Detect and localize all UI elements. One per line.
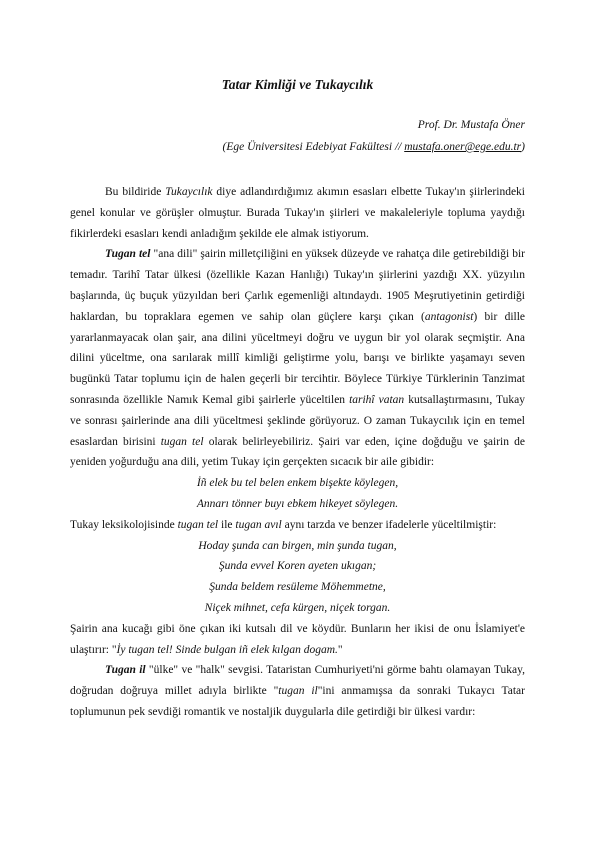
paragraph-intro xyxy=(70,182,525,244)
p5-text-a: "ülke" ve "halk" sevgisi. Tataristan Cumhuriyeti'ni görme bahtı olamayan Tukay, doğrudan doğruya millet adıyla birlikte " xyxy=(70,664,526,698)
p2-term-tarihi-vatan: tarihî vatan xyxy=(349,393,405,406)
verse-line: Niçek mihnet, cefa kürgen, niçek torgan. xyxy=(204,601,391,614)
p2-lead-term: Tugan tel xyxy=(105,248,151,261)
p2-term-antagonist: antagonist xyxy=(424,310,474,323)
verse-line: Şunda beldem resüleme Möhemmetne, xyxy=(209,581,386,594)
p3-term-tugan-avil: tugan avıl xyxy=(235,518,282,531)
paragraph-tugan-il xyxy=(70,660,525,722)
p2-text-e: kutsallaştırmasını, Tukay ve sonrası şairlerinde ana dili yüceltmesi şeklinde görüyoruz. O zaman Tukaycılık için en temel esaslardan birisini xyxy=(70,393,525,448)
p3-text-e: aynı tarzda ve benzer ifadelerle yüceltilmiştir: xyxy=(281,518,497,531)
body-text xyxy=(70,182,525,723)
author-affiliation xyxy=(223,141,526,153)
p5-text-c: "ini anmamışsa da sonraki Tukaycı Tatar toplumunun pek sevdiği romantik ve nostaljik duygularla dile getirdiği bir ülkesi vardır: xyxy=(70,685,525,718)
paragraph-tugan-tel xyxy=(70,244,525,473)
p1-text-a: Bu bildiride xyxy=(105,186,166,198)
p5-term-tugan-il: tugan il xyxy=(278,685,318,698)
verse-line: İñ elek bu tel belen enkem bişekte köylegen, xyxy=(196,477,399,490)
p4-text-a: Şairin ana kucağı gibi öne çıkan iki kutsalı dil ve köydür. Bunların her ikisi de onu İslamiyet'e ulaştırır: " xyxy=(70,622,525,656)
verse-line: Annarı tönner buyı ebkem hikeyet söylegen. xyxy=(196,497,399,510)
verse-line: Şunda evvel Koren ayeten ukıgan; xyxy=(218,560,377,573)
p1-term: Tukaycılık xyxy=(165,186,213,198)
p3-text-a: Tukay leksikolojisinde xyxy=(70,518,178,531)
p2-text-c: ) bir dille yararlanmayacak olan şair, ana dilini yüceltmeyi doğru ve uygun bir yol olarak seçmiştir. Ana dilini yüceltme, ona sarılarak millî kimliği geliştirme yolu, barışı ve birlikte yaşamayı seven bugünkü Tatar toplumu için de halen geçerli bir tercihtir. Böylece Türkiye Türklerinin Tanzimat sonrasında özellikle Namık Kemal gibi şairlerle yüceltilen xyxy=(70,310,526,406)
paragraph-leksikoloji xyxy=(70,515,525,536)
verse-line: Hoday şunda can birgen, min şunda tugan, xyxy=(198,539,397,552)
affiliation-suffix: ) xyxy=(521,141,525,153)
p3-text-c: ile xyxy=(218,518,236,531)
paragraph-kutsal xyxy=(70,619,525,661)
affiliation-prefix: (Ege Üniversitesi Edebiyat Fakültesi // xyxy=(222,141,405,153)
p4-text-c: " xyxy=(337,643,343,656)
document-page xyxy=(70,0,525,842)
p2-text-a: "ana dili" şairin milletçiliğini en yüksek düzeyde ve rahatça dile getirebildiği bir temadır. Tarihî Tatar ülkesi (özellikle Kazan Hanlığı) Tukay'ın şiirlerini yazdığı XX. yüzyılın başlarında, üç buçuk yüzyıldan beri Çarlık egemenliği altındaydı. 1905 Meşrutiyetinin getirdiği haklardan, bu topraklara egemen ve sahip olan güçlere karşı çıkan ( xyxy=(70,248,525,323)
paper-title: Tatar Kimliği ve Tukaycılık xyxy=(221,77,374,92)
p4-quote: İy tugan tel! Sinde bulgan iñ elek kılgan dogam. xyxy=(116,643,338,656)
p2-term-tugan-tel: tugan tel xyxy=(160,435,204,448)
p2-text-g: olarak belirleyebiliriz. Şairi var eden, içine doğduğu ve şairin de yeniden yoğurduğu ana dili, yetim Tukay için gerçekten sıcacık bir aile gibidir: xyxy=(70,435,525,469)
p3-term-tugan-tel: tugan tel xyxy=(177,518,219,531)
p5-lead-term: Tugan il xyxy=(105,664,146,677)
author-name: Prof. Dr. Mustafa Öner xyxy=(417,119,525,131)
author-email-link[interactable]: mustafa.oner@ege.edu.tr xyxy=(404,141,522,153)
p1-text-c: diye adlandırdığımız akımın esasları elbette Tukay'ın şiirlerindeki genel konular ve görüşler olmuştur. Burada Tukay'ın şiirleri ve makaleleriyle topluma yaydığı fikirlerdeki esasları kendi anladığım şekilde ele almak istiyorum. xyxy=(70,186,525,240)
